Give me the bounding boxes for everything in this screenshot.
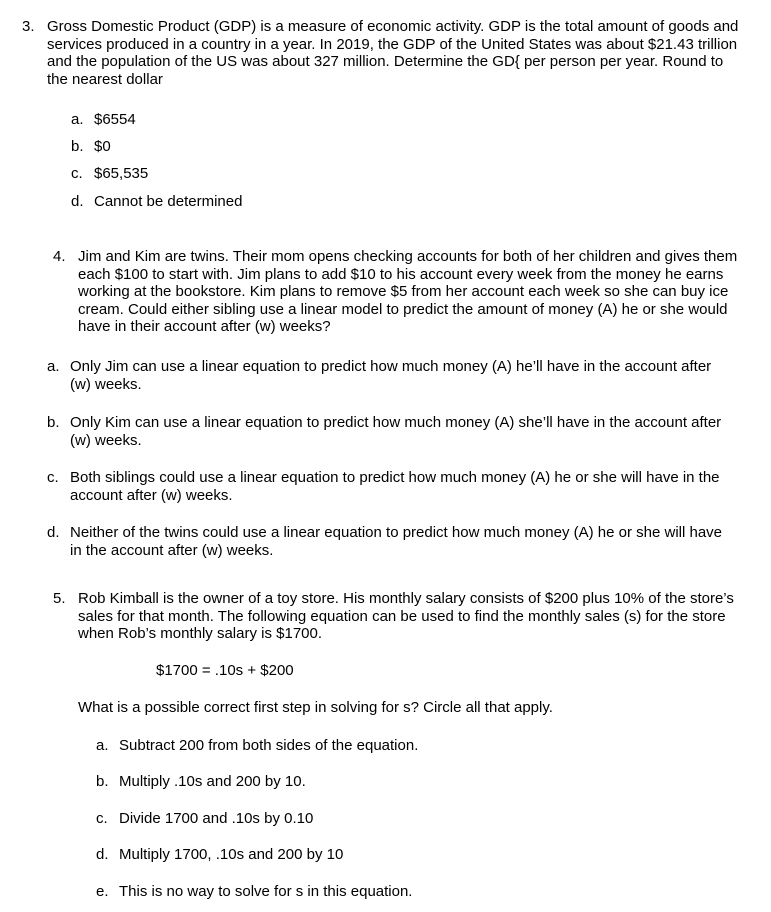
- question-4-number: 4.: [53, 248, 66, 265]
- option-label: e.: [96, 883, 109, 900]
- option-text: Both siblings could use a linear equation to predict how much money (A) he or she will have in the account after (w) weeks.: [70, 469, 720, 504]
- option-label: b.: [47, 414, 60, 431]
- option-label: a.: [47, 358, 60, 375]
- option-text: Divide 1700 and .10s by 0.10: [119, 810, 314, 827]
- question-5-text: Rob Kimball is the owner of a toy store. His monthly salary consists of $200 plus 10% of the store’s sales for that month. The following equation can be used to find the monthly sales (s) for the store when Rob’s monthly salary is $1700.: [78, 590, 734, 642]
- option-label: a.: [96, 737, 109, 754]
- option-label: b.: [96, 773, 109, 790]
- question-3-text: Gross Domestic Product (GDP) is a measure of economic activity. GDP is the total amount of goods and services produced in a country in a year. In 2019, the GDP of the United States was about $21.43 trillion and the population of the US was about 327 million. Determine the GD{ per person per year. Round to the nearest dollar: [47, 18, 739, 88]
- question-3: [0, 0, 771, 210]
- option-text: Only Jim can use a linear equation to predict how much money (A) he’ll have in the account after (w) weeks.: [70, 358, 712, 393]
- option-text: Cannot be determined: [94, 193, 243, 210]
- option-text: $6554: [94, 111, 136, 128]
- option-text: Multiply 1700, .10s and 200 by 10: [119, 846, 344, 863]
- question-3-number: 3.: [22, 18, 35, 35]
- option-label: c.: [96, 810, 108, 827]
- option-label: c.: [71, 165, 83, 182]
- option-label: d.: [71, 193, 84, 210]
- question-5-prompt: What is a possible correct first step in solving for s? Circle all that apply.: [78, 699, 553, 716]
- option-label: c.: [47, 469, 59, 486]
- option-text: $0: [94, 138, 111, 155]
- option-text: Only Kim can use a linear equation to predict how much money (A) she’ll have in the account after (w) weeks.: [70, 414, 722, 449]
- option-label: b.: [71, 138, 84, 155]
- option-label: a.: [71, 111, 84, 128]
- option-text: Neither of the twins could use a linear equation to predict how much money (A) he or she will have in the account after (w) weeks.: [70, 524, 723, 559]
- option-label: d.: [47, 524, 60, 541]
- question-5-number: 5.: [53, 590, 66, 607]
- option-label: d.: [96, 846, 109, 863]
- option-text: Subtract 200 from both sides of the equation.: [119, 737, 419, 754]
- option-text: Multiply .10s and 200 by 10.: [119, 773, 306, 790]
- question-4-text: Jim and Kim are twins. Their mom opens checking accounts for both of her children and gives them each $100 to start with. Jim plans to add $10 to his account every week from the money he earns working at the bookstore. Kim plans to remove $5 from her account each week so she can buy ice cream. Could either sibling use a linear model to predict the amount of money (A) he or she would have in their account after (w) weeks?: [78, 248, 738, 335]
- option-text: This is no way to solve for s in this equation.: [119, 883, 413, 900]
- question-5-equation: $1700 = .10s + $200: [156, 662, 294, 679]
- option-text: $65,535: [94, 165, 149, 182]
